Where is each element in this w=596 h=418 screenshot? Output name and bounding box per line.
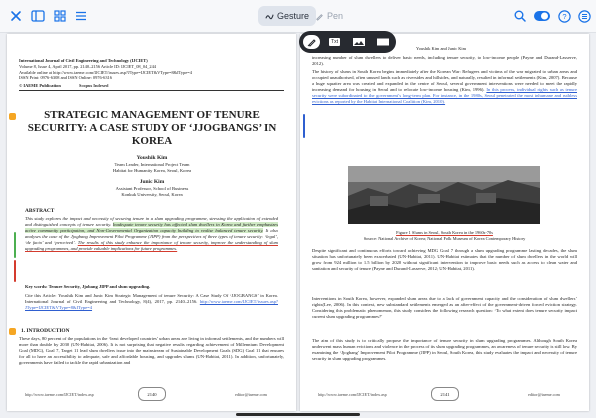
slum-photo bbox=[348, 166, 540, 224]
image-icon bbox=[352, 37, 366, 47]
keywords: Key words: Tenure Security, Jjobang JIPP and slum upgrading. bbox=[25, 284, 151, 289]
search-icon[interactable] bbox=[512, 8, 528, 24]
pen-tool-button[interactable] bbox=[303, 35, 320, 49]
menu-icon[interactable] bbox=[576, 8, 592, 24]
author1-org: Habitat for Humanity Korea, Seoul, Korea bbox=[112, 168, 192, 173]
figure-caption: Figure 1 Slums in Seoul, South Korea in the 1960s-70s bbox=[396, 230, 493, 235]
introduction-text: These days, 80 percent of the populations in the ‘least developed countries’ urban areas are living in informal settlements, and the numbers will more than double by 2030 (UN-Habitat, 2006). It is not surprising that negative results regarding achievement of Millennium Development Goal (MDG), Goal 7, Target 11 lead slum dwellers issue into the mainstream of Sustainable Development Goals (SDG) Goal 11 that ensures for all to have an accessibility to adequate, safe and affordable housing, and upgrades slums (UN-Habitat, 2011). In addition, unfortunately, governments have failed to tackle the rapid urbanization and bbox=[19, 336, 284, 365]
page-number: 2141 bbox=[431, 387, 459, 401]
footer-email: editor@iaeme.com bbox=[528, 392, 560, 397]
rectangle-icon bbox=[376, 37, 390, 47]
close-icon[interactable] bbox=[8, 8, 24, 24]
journal-name: International Journal of Civil Engineering and Technology (IJCIET) bbox=[19, 58, 148, 63]
view-toggle-icon[interactable] bbox=[532, 8, 552, 24]
abstract-text: This study explores the impact and necessity of securing tenure in a slum upgrading programme, stressing the application of extended and distinguished concepts of tenure security. Inadequate tenure security has affected slum dwellers in Korea and further emphasizes active community participation, and Non-Governmental Organization capacity building to realise balanced tenure security. It also analyses the case of the Jjogbang Improvement Pilot Programme (JIPP) from the perspectives of three types of tenure security: ‘legal’, ‘de facto’ and ‘perceived’. The results of this study enhance the importance of tenure security, improve the understanding of slum upgrading programmes, and provide valuable implications for future programmes. bbox=[25, 216, 278, 251]
annotation-toolbar bbox=[299, 31, 396, 53]
right-paragraph-5: The aim of this study is to critically propose the importance of tenure security in slum upgrading programmes. Although South Korea underwent mass human evictions and violence in the process of its slum upgrading programmes, an awareness of tenure security is still low. By examining the ‘Jjogbang’ Improvement Pilot Programme (JIPP) in Seoul, South Korea, this study evaluates the impact and necessity of tenure security in slum upgrading programmes. bbox=[312, 338, 577, 361]
paragraph-underline[interactable]: In this process, individual rights such as tenure security were subordinated to the government’s long-term plan. For instance, in the 1980s, Seoul penetrated the most inhumane and ruthless evictions as reported by the Habitat International Coalition (Kim, 2010). bbox=[312, 86, 577, 104]
svg-text:?: ? bbox=[561, 11, 567, 21]
underline-marker[interactable] bbox=[14, 260, 16, 282]
home-indicator[interactable] bbox=[236, 413, 360, 416]
pen-icon bbox=[307, 37, 317, 47]
author2-role: Assistant Professor, School of Business bbox=[115, 186, 189, 191]
pen-icon bbox=[315, 12, 324, 21]
journal-info-line: Volume 8, Issue 4, April 2017, pp. 2140–2156 Article ID: IJCIET_08_04_244 bbox=[19, 64, 156, 69]
left-page[interactable] bbox=[7, 34, 296, 411]
publisher-label: © IAEME Publication bbox=[19, 83, 61, 88]
image-tool-button[interactable] bbox=[349, 35, 368, 49]
scopus-indexed-label: Scopus Indexed bbox=[79, 83, 109, 88]
highlight-marker[interactable] bbox=[14, 232, 16, 258]
gesture-icon bbox=[265, 12, 274, 21]
paper-title: STRATEGIC MANAGEMENT OF TENURE SECURITY: A CASE STUDY OF ‘JJOGBANGS’ IN KOREA bbox=[27, 109, 277, 147]
footer-url: http://www.iaeme.com/IJCIET/index.asp bbox=[318, 392, 387, 397]
author1-role: Team Leader, International Project Team bbox=[114, 162, 190, 167]
page-number: 2140 bbox=[138, 387, 166, 401]
journal-url-line: Available online at http://www.iaeme.com/IJCIET/issues.asp?JType=IJCIET&VType=8&IType=4 bbox=[19, 69, 192, 75]
author2-org: Konkuk University, Seoul, Korea bbox=[121, 192, 183, 197]
right-paragraph-1: increasing number of slum dwellers to deliver basic needs, including tenure security, to low-income people (Payne and Durand-Lasserve, 2012). bbox=[312, 55, 577, 66]
abstract-heading: ABSTRACT bbox=[25, 208, 55, 214]
note-marker-icon[interactable] bbox=[9, 328, 16, 335]
introduction-heading: 1. INTRODUCTION bbox=[21, 328, 70, 334]
figure-source: Source: National Archive of Korea; National Folk Museum of Korea Contemporary History bbox=[363, 236, 526, 241]
text-tool-label: Txt bbox=[331, 39, 339, 45]
cite-article: Cite this Article: Youshik Kim and Junic Kim Strategic Management of tenure Security: A Case Study Of ‘JJOGBANGS’ in Korea. International Journal of Civil Engineering and Technology, 8(4), 2017, pp. 2140–2156. http://www.iaeme.com/IJCIET/issues.asp?JType=IJCIET&VType=8&IType=4 bbox=[25, 293, 278, 310]
abstract-highlight[interactable]: Inadequate tenure security has affected slum dwellers in Korea and further emphasizes active community participation, and Non-Governmental Organization capacity building to realise balanced tenure security. bbox=[25, 221, 278, 233]
outline-icon[interactable] bbox=[73, 8, 89, 24]
right-paragraph-3: Despite significant and continuous efforts toward achieving MDG Goal 7 through a slum upgrading programme lasting decades, the slum situation has unfortunately been exacerbated (UN-Habitat, 2011). UN-Habitat estimates that the number of slum dwellers in the world will grow from 924 million to 1.5 billion by 2020 without significant intervention to improve basic needs such as access to clean water and sanitation and security of tenure (Payne and Durand-Lasserve, 2012; UN-Habitat, 2011). bbox=[312, 248, 577, 271]
grid-view-icon[interactable] bbox=[52, 8, 68, 24]
right-paragraph-2: The history of slums in South Korea begins immediately after the Korean War: Refugees and victims of the war migrated to urban areas and occupied unauthorised, often unused lands such as riversides and hillsides, and naturally, resulted in informal settlements (Kim, 2007). Because a huge squatter area was created and expanded in the centre of Seoul, several government interventions were needed to meet the rapidly increasing demand for housing in Seoul and to relocate low-income housing (Kim, 1996). In this process, individual rights such as tenure security were subordinated to the government’s long-term plan. For instance, in the 1980s, Seoul penetrated the most inhumane and ruthless evictions as reported by the Habitat International Coalition (Kim, 2010). bbox=[312, 69, 577, 104]
underline-marker[interactable] bbox=[303, 114, 305, 138]
help-icon[interactable] bbox=[556, 8, 572, 24]
top-toolbar bbox=[0, 0, 596, 33]
shape-tool-button[interactable] bbox=[373, 35, 392, 49]
journal-issn-line: ISSN Print: 0976-6308 and ISSN Online: 0976-6316 bbox=[19, 75, 112, 80]
author2-name: Junic Kim bbox=[139, 179, 165, 185]
abstract-underline[interactable]: The results of this study enhance the importance of tenure security, improve the understanding of slum upgrading programmes, and provide valuable implications for future programmes. bbox=[25, 239, 278, 251]
running-head: Youshik Kim and Junic Kim bbox=[416, 46, 467, 51]
mode-gesture-label: Gesture bbox=[277, 11, 310, 21]
mode-pen-button[interactable] bbox=[308, 6, 350, 26]
author1-name: Youshik Kim bbox=[136, 155, 168, 161]
mode-pen-label: Pen bbox=[327, 11, 344, 21]
footer-email: editor@iaeme.com bbox=[235, 392, 267, 397]
cite-url-link[interactable]: http://www.iaeme.com/IJCIET/issues.asp?JType=IJCIET&VType=8&IType=4 bbox=[25, 298, 278, 310]
footer-url: http://www.iaeme.com/IJCIET/index.asp bbox=[25, 392, 94, 397]
right-paragraph-4: Interventions in South Korea, however, expanded slum areas due to a lack of government capacity and the consideration of slum dwellers’ rights(Lee, 2006). In this context, new substandard settlements emerged as an after-effect of the government-driven forced eviction strategy. Considering this problematic phenomenon, this study considers the following research question: ‘To what extent does tenure security impact current slum upgrading programmes?’ bbox=[312, 296, 577, 319]
note-marker-icon[interactable] bbox=[9, 113, 16, 120]
right-page[interactable] bbox=[300, 34, 589, 411]
header-divider bbox=[19, 90, 284, 91]
sidebar-icon[interactable] bbox=[30, 8, 46, 24]
text-tool-button[interactable] bbox=[325, 35, 344, 49]
